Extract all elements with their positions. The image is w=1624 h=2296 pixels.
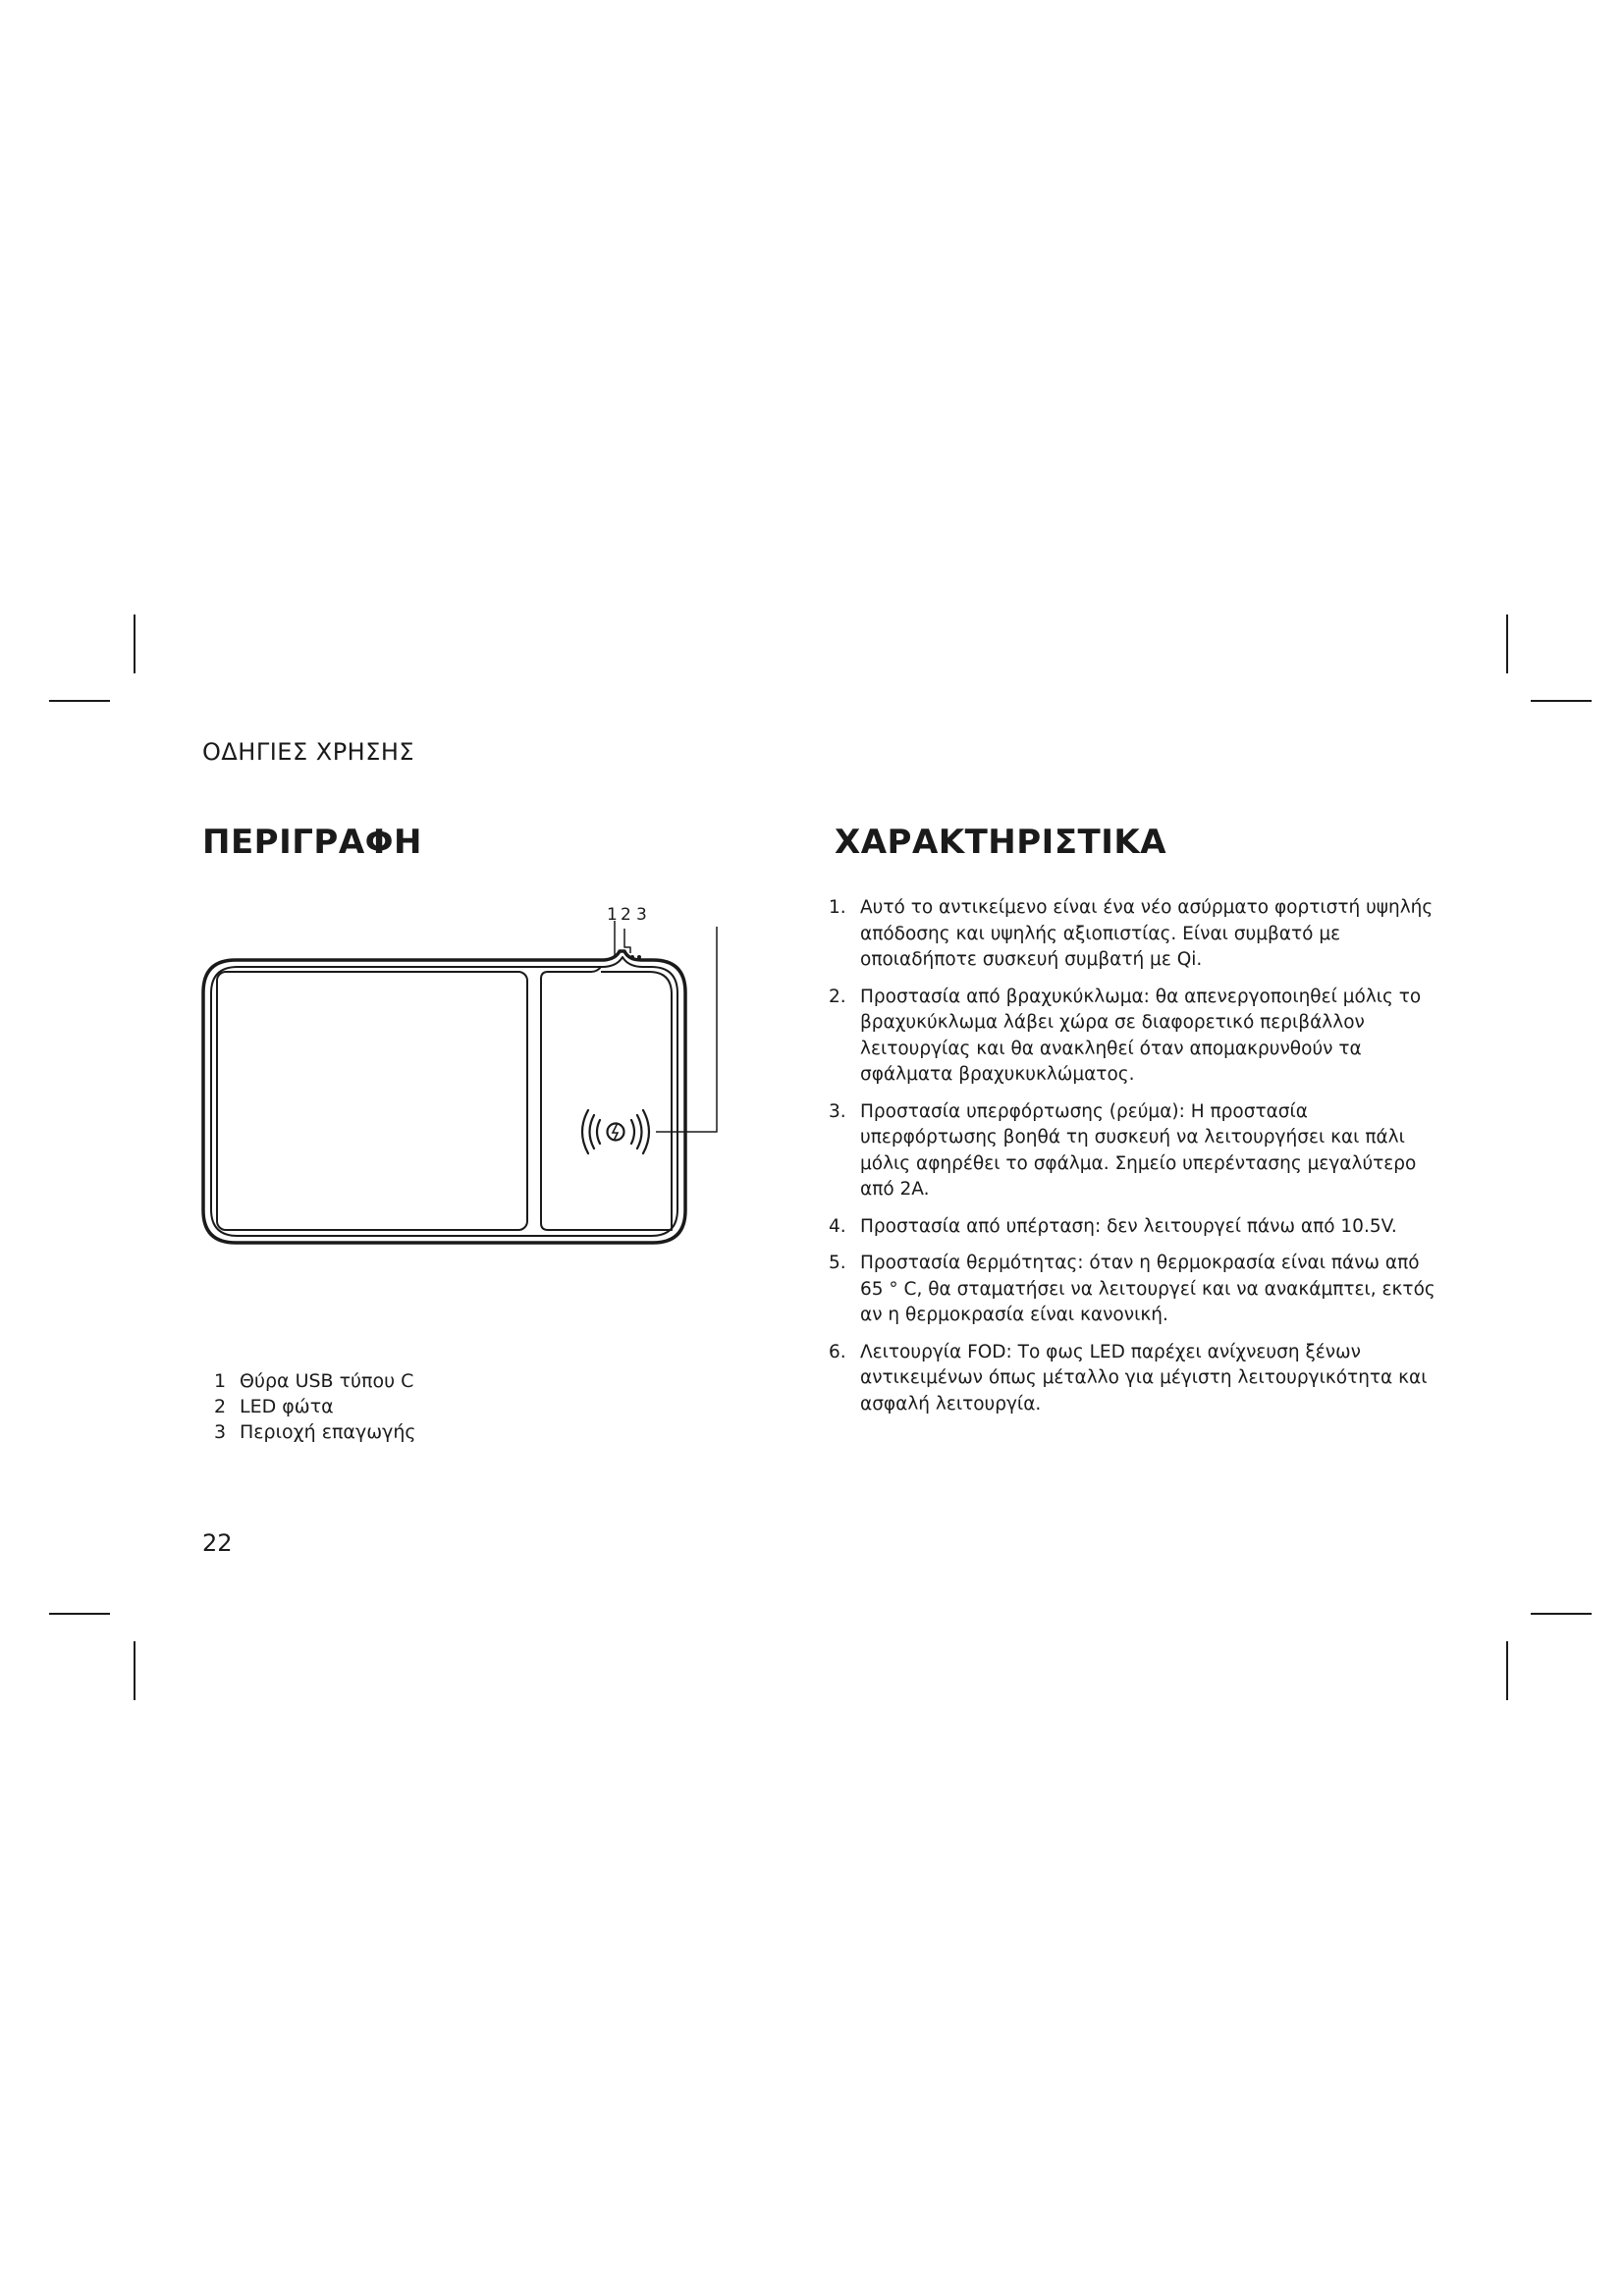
feature-item xyxy=(829,1340,1437,1418)
crop-mark-bottom-right-vertical xyxy=(1506,1641,1508,1700)
feature-item xyxy=(829,1099,1437,1203)
feature-number: 1. xyxy=(829,897,846,918)
wireless-charging-icon xyxy=(582,1110,649,1153)
callout-label-3: 3 xyxy=(636,905,647,925)
callout-label-1: 1 xyxy=(607,905,618,925)
legend-item xyxy=(214,1419,416,1445)
feature-text: Προστασία θερμότητας: όταν η θερμοκρασία είναι πάνω από 65 ° C, θα σταματήσει να λειτουργεί και να ανακάμπτει, εκτός αν η θερμοκρασία είναι κανονική. xyxy=(860,1253,1435,1325)
charging-area xyxy=(541,967,672,1230)
crop-mark-top-left-horizontal xyxy=(49,700,110,702)
crop-mark-bottom-right-horizontal xyxy=(1531,1613,1592,1615)
feature-text: Λειτουργία FOD: Το φως LED παρέχει ανίχνευση ξένων αντικειμένων όπως μέταλλο για μέγιστη λειτουργικότητα και ασφαλή λειτουργία. xyxy=(860,1341,1428,1415)
features-title: ΧΑΡΑΚΤΗΡΙΣΤΙΚΑ xyxy=(835,823,1167,862)
legend-text: LED φώτα xyxy=(240,1396,334,1417)
feature-number: 2. xyxy=(829,986,846,1007)
feature-item xyxy=(829,985,1437,1089)
feature-item xyxy=(829,1214,1437,1241)
diagram-legend xyxy=(214,1368,416,1445)
page-number: 22 xyxy=(202,1529,233,1557)
crop-mark-top-right-vertical xyxy=(1506,614,1508,673)
pad-area xyxy=(217,972,527,1230)
feature-text: Προστασία υπερφόρτωσης (ρεύμα): Η προστασία υπερφόρτωσης βοηθά τη συσκευή να λειτουργήσει και πάλι μόλις αφηρέθει το σφάλμα. Σημείο υπερέντασης μεγαλύτερο από 2A. xyxy=(860,1100,1417,1200)
callout-label-2: 2 xyxy=(621,905,631,925)
features-list xyxy=(829,895,1437,1428)
crop-mark-top-left-vertical xyxy=(134,614,135,673)
legend-number: 2 xyxy=(214,1396,227,1417)
legend-number: 3 xyxy=(214,1421,227,1443)
feature-number: 4. xyxy=(829,1215,846,1237)
legend-number: 1 xyxy=(214,1370,227,1392)
legend-item xyxy=(214,1368,416,1394)
feature-text: Προστασία από βραχυκύκλωμα: θα απενεργοποιηθεί μόλις το βραχυκύκλωμα λάβει χώρα σε διαφορετικό περιβάλλον λειτουργίας και θα ανακληθεί όταν απομακρυνθούν τα σφάλματα βραχυκυκλώματος. xyxy=(860,986,1422,1085)
charger-diagram xyxy=(196,898,727,1330)
crop-mark-top-right-horizontal xyxy=(1531,700,1592,702)
feature-text: Προστασία από υπέρταση: δεν λειτουργεί πάνω από 10.5V. xyxy=(860,1215,1397,1237)
legend-item xyxy=(214,1394,416,1419)
charger-inner-outline xyxy=(211,957,677,1236)
feature-number: 6. xyxy=(829,1341,846,1362)
legend-text: Θύρα USB τύπου C xyxy=(240,1370,414,1392)
crop-mark-bottom-left-vertical xyxy=(134,1641,135,1700)
feature-number: 3. xyxy=(829,1100,846,1122)
feature-item xyxy=(829,895,1437,974)
feature-item xyxy=(829,1251,1437,1329)
feature-text: Αυτό το αντικείμενο είναι ένα νέο ασύρματο φορτιστή υψηλής απόδοσης και υψηλής αξιοπιστίας. Είναι συμβατό με οποιαδήποτε συσκευή συμβατή με Qi. xyxy=(860,897,1434,970)
legend-text: Περιοχή επαγωγής xyxy=(240,1421,416,1443)
charger-outer-outline xyxy=(203,951,685,1243)
crop-mark-bottom-left-horizontal xyxy=(49,1613,110,1615)
feature-number: 5. xyxy=(829,1253,846,1273)
manual-header-label: ΟΔΗΓΙΕΣ ΧΡΗΣΗΣ xyxy=(202,738,415,766)
description-title: ΠΕΡΙΓΡΑΦΗ xyxy=(202,823,423,862)
